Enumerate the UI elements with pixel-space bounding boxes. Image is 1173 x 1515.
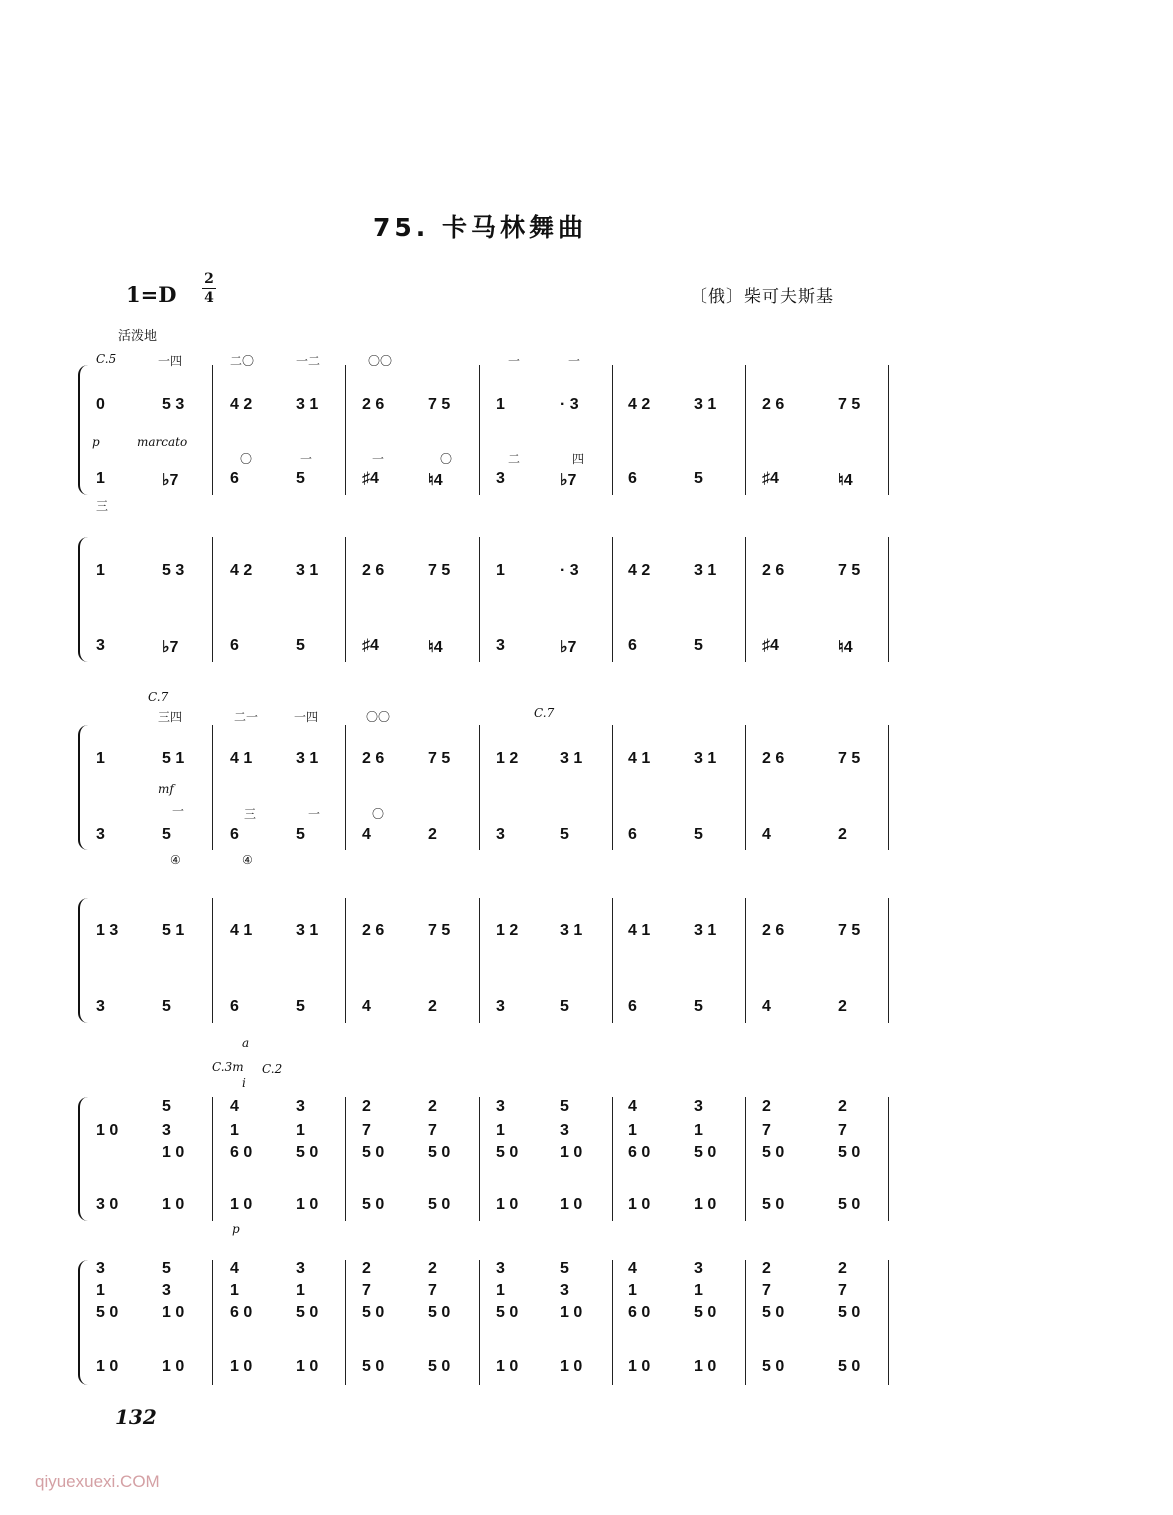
- note-upper: 4 1: [628, 922, 651, 939]
- annotation-mark: 一四: [294, 710, 319, 724]
- note-lower: 5: [560, 826, 569, 843]
- note-lower: 5: [296, 826, 305, 843]
- barline: [479, 537, 480, 662]
- barline: [479, 725, 480, 850]
- note-top2: 7: [762, 1282, 771, 1299]
- note-lower: ♮4: [428, 639, 443, 656]
- note-lower: ♯4: [362, 637, 379, 654]
- annotation-mark: C.7: [148, 690, 169, 704]
- note-top3: 5 0: [694, 1304, 717, 1321]
- barline: [345, 1097, 346, 1221]
- barline: [212, 898, 213, 1023]
- barline: [888, 537, 889, 662]
- system-brace: [78, 1260, 88, 1385]
- note-top3: 5 0: [838, 1144, 861, 1161]
- note-lower: 3: [96, 998, 105, 1015]
- annotation-mark: 一: [308, 807, 321, 821]
- note-top3: 5 0: [496, 1304, 519, 1321]
- annotation-mark: 一: [300, 452, 313, 466]
- note-lower: 5 0: [428, 1196, 451, 1213]
- note-top2: 7: [428, 1122, 437, 1139]
- note-upper: 2 6: [762, 562, 785, 579]
- note-upper: 1: [496, 396, 505, 413]
- note-lower: 6: [230, 826, 239, 843]
- note-lower: ♭7: [560, 472, 577, 489]
- note-upper: 7 5: [838, 750, 861, 767]
- note-lower: 5: [694, 470, 703, 487]
- note-top1: 2: [762, 1098, 771, 1115]
- annotation-mark: 一二: [296, 354, 321, 368]
- barline: [612, 898, 613, 1023]
- note-lower: 5: [296, 637, 305, 654]
- note-lower: ♯4: [762, 470, 779, 487]
- system-brace: [78, 537, 88, 662]
- annotation-mark: 〇: [372, 807, 385, 821]
- annotation-mark: marcato: [137, 435, 188, 449]
- note-upper: 4 1: [230, 922, 253, 939]
- annotation-mark: a: [242, 1036, 250, 1050]
- note-lower: 2: [428, 998, 437, 1015]
- note-lower: 1 0: [496, 1196, 519, 1213]
- note-top2: 1: [496, 1282, 505, 1299]
- note-top3: 5 0: [762, 1304, 785, 1321]
- barline: [479, 898, 480, 1023]
- composer: 〔俄〕柴可夫斯基: [690, 287, 834, 307]
- note-top2: 1: [230, 1282, 239, 1299]
- note-top3: 1 0: [560, 1304, 583, 1321]
- note-upper: 3 1: [694, 396, 717, 413]
- note-lower: 3: [496, 826, 505, 843]
- note-lower: 3 0: [96, 1196, 119, 1213]
- barline: [745, 1097, 746, 1221]
- barline: [612, 1097, 613, 1221]
- note-upper: 5 1: [162, 922, 185, 939]
- note-lower: 1: [96, 470, 105, 487]
- note-upper: 1 2: [496, 750, 519, 767]
- note-lower: 5: [694, 998, 703, 1015]
- note-top1: 5: [162, 1098, 171, 1115]
- note-lower: 5 0: [838, 1358, 861, 1375]
- note-upper: 1: [496, 562, 505, 579]
- note-top3: 1 0: [162, 1304, 185, 1321]
- system-brace: [78, 898, 88, 1023]
- note-upper: 7 5: [428, 396, 451, 413]
- note-upper: 7 5: [838, 396, 861, 413]
- annotation-mark: mf: [158, 782, 174, 796]
- note-upper: 2 6: [762, 922, 785, 939]
- note-top1: 3: [496, 1260, 505, 1277]
- note-lower: 3: [496, 470, 505, 487]
- note-upper: 7 5: [428, 750, 451, 767]
- note-top1: 3: [296, 1098, 305, 1115]
- note-top3: 5 0: [362, 1304, 385, 1321]
- note-top3: 5 0: [96, 1304, 119, 1321]
- note-lower: 5: [560, 998, 569, 1015]
- note-lower: ♭7: [560, 639, 577, 656]
- note-top1: 3: [496, 1098, 505, 1115]
- note-lower: 2: [838, 998, 847, 1015]
- note-top3: 5 0: [296, 1304, 319, 1321]
- note-top3: 5 0: [296, 1144, 319, 1161]
- note-lower: 6: [628, 998, 637, 1015]
- note-top1: 2: [838, 1260, 847, 1277]
- barline: [888, 1260, 889, 1385]
- note-lower: 2: [838, 826, 847, 843]
- note-top1: 2: [838, 1098, 847, 1115]
- barline: [888, 725, 889, 850]
- note-lower: 5 0: [762, 1358, 785, 1375]
- note-upper: 2 6: [362, 562, 385, 579]
- note-lower: 1 0: [694, 1196, 717, 1213]
- note-upper: 4 2: [628, 562, 651, 579]
- annotation-mark: C.3m: [212, 1060, 244, 1074]
- note-lower: 1 0: [230, 1196, 253, 1213]
- note-top1: 4: [628, 1260, 637, 1277]
- note-lower: 4: [362, 998, 371, 1015]
- note-top2: 7: [362, 1282, 371, 1299]
- note-lower: 1 0: [628, 1196, 651, 1213]
- note-upper: 4 2: [230, 562, 253, 579]
- note-upper: 7 5: [838, 562, 861, 579]
- annotation-mark: 二一: [234, 710, 259, 724]
- system-brace: [78, 725, 88, 850]
- barline: [212, 725, 213, 850]
- barline: [612, 537, 613, 662]
- annotation-mark: ④: [170, 853, 181, 867]
- note-top2: 1: [628, 1122, 637, 1139]
- note-lower: ♭7: [162, 639, 179, 656]
- annotation-mark: 一: [372, 452, 385, 466]
- barline: [745, 725, 746, 850]
- note-lower: 5: [296, 998, 305, 1015]
- note-lower: 5 0: [362, 1196, 385, 1213]
- note-lower: 6: [628, 826, 637, 843]
- annotation-mark: C.7: [534, 706, 555, 720]
- note-upper: 2 6: [762, 396, 785, 413]
- barline: [479, 1260, 480, 1385]
- note-lower: 1 0: [296, 1358, 319, 1375]
- note-upper: 3 1: [694, 922, 717, 939]
- note-lower: 5 0: [838, 1196, 861, 1213]
- annotation-mark: C.5: [96, 352, 117, 366]
- annotation-mark: 一: [172, 804, 185, 818]
- page-number: 132: [115, 1405, 157, 1429]
- note-upper: 0: [96, 396, 105, 413]
- note-lower: 4: [362, 826, 371, 843]
- note-upper: 1 3: [96, 922, 119, 939]
- note-top3: 6 0: [628, 1304, 651, 1321]
- time-signature-bottom: 4: [204, 290, 214, 306]
- note-upper: 4 2: [628, 396, 651, 413]
- note-top2: 7: [762, 1122, 771, 1139]
- barline: [745, 898, 746, 1023]
- note-lower: 6: [230, 998, 239, 1015]
- annotation-mark: 二〇: [230, 354, 255, 368]
- note-top1: 3: [694, 1260, 703, 1277]
- annotation-mark: 一: [568, 354, 581, 368]
- annotation-mark: p: [92, 435, 100, 449]
- barline: [888, 898, 889, 1023]
- note-upper: 3 1: [296, 750, 319, 767]
- annotation-mark: 二: [508, 452, 521, 466]
- annotation-mark: C.2: [262, 1062, 283, 1076]
- note-top2: 3: [560, 1122, 569, 1139]
- barline: [479, 1097, 480, 1221]
- note-lower: ♮4: [838, 639, 853, 656]
- note-lower: 1 0: [694, 1358, 717, 1375]
- barline: [345, 898, 346, 1023]
- barline: [612, 1260, 613, 1385]
- note-top2: 1: [96, 1282, 105, 1299]
- note-top2: 7: [362, 1122, 371, 1139]
- note-lower: 1 0: [162, 1196, 185, 1213]
- barline: [888, 1097, 889, 1221]
- note-lower: 5 0: [362, 1358, 385, 1375]
- note-upper: 5 3: [162, 396, 185, 413]
- note-top2: 3: [162, 1122, 171, 1139]
- barline: [212, 537, 213, 662]
- note-top1: 2: [362, 1098, 371, 1115]
- note-top2: 7: [838, 1122, 847, 1139]
- note-top2: 1 0: [96, 1122, 119, 1139]
- watermark: qiyuexuexi.COM: [35, 1472, 160, 1491]
- note-top1: 4: [628, 1098, 637, 1115]
- system-brace: [78, 365, 88, 495]
- note-lower: 1 0: [560, 1196, 583, 1213]
- note-top2: 3: [162, 1282, 171, 1299]
- note-upper: 1: [96, 750, 105, 767]
- note-lower: 2: [428, 826, 437, 843]
- note-top1: 2: [362, 1260, 371, 1277]
- barline: [345, 365, 346, 495]
- note-upper: · 3: [560, 396, 579, 413]
- note-lower: 1 0: [296, 1196, 319, 1213]
- barline: [212, 1260, 213, 1385]
- note-lower: 3: [496, 998, 505, 1015]
- note-top1: 3: [694, 1098, 703, 1115]
- note-lower: 1 0: [230, 1358, 253, 1375]
- note-upper: 2 6: [362, 750, 385, 767]
- note-upper: 3 1: [694, 750, 717, 767]
- barline: [612, 365, 613, 495]
- note-top3: 5 0: [694, 1144, 717, 1161]
- note-lower: 5: [694, 826, 703, 843]
- note-upper: 2 6: [362, 922, 385, 939]
- annotation-mark: ④: [242, 853, 253, 867]
- note-upper: 3 1: [560, 922, 583, 939]
- note-lower: 1 0: [162, 1358, 185, 1375]
- note-top2: 1: [496, 1122, 505, 1139]
- note-top1: 5: [560, 1260, 569, 1277]
- note-upper: 7 5: [428, 922, 451, 939]
- note-lower: 5 0: [762, 1196, 785, 1213]
- note-top3: 5 0: [362, 1144, 385, 1161]
- annotation-mark: i: [242, 1076, 246, 1090]
- annotation-mark: 一四: [158, 354, 183, 368]
- note-top2: 1: [628, 1282, 637, 1299]
- note-lower: 4: [762, 826, 771, 843]
- note-lower: 6: [230, 637, 239, 654]
- barline: [345, 1260, 346, 1385]
- barline: [345, 725, 346, 850]
- note-top2: 1: [296, 1122, 305, 1139]
- note-top1: 2: [428, 1098, 437, 1115]
- note-lower: 1 0: [496, 1358, 519, 1375]
- note-top1: 4: [230, 1260, 239, 1277]
- note-top1: 5: [560, 1098, 569, 1115]
- note-top3: 5 0: [838, 1304, 861, 1321]
- note-upper: 2 6: [762, 750, 785, 767]
- note-upper: 7 5: [428, 562, 451, 579]
- note-lower: 6: [628, 637, 637, 654]
- annotation-mark: 〇〇: [368, 354, 393, 368]
- piece-title: 75. 卡马林舞曲: [373, 213, 587, 242]
- note-lower: ♮4: [428, 472, 443, 489]
- note-top3: 1 0: [560, 1144, 583, 1161]
- note-lower: 5 0: [428, 1358, 451, 1375]
- tempo-marking: 活泼地: [118, 329, 158, 344]
- note-upper: 3 1: [694, 562, 717, 579]
- note-top3: 6 0: [628, 1144, 651, 1161]
- barline: [479, 365, 480, 495]
- annotation-mark: p: [232, 1222, 240, 1236]
- note-upper: 4 1: [628, 750, 651, 767]
- note-top2: 1: [694, 1282, 703, 1299]
- note-top3: 5 0: [428, 1304, 451, 1321]
- barline: [745, 365, 746, 495]
- annotation-mark: 〇〇: [366, 710, 391, 724]
- note-upper: 2 6: [362, 396, 385, 413]
- annotation-mark: 一: [508, 354, 521, 368]
- note-top3: 5 0: [496, 1144, 519, 1161]
- note-lower: 1 0: [560, 1358, 583, 1375]
- annotation-mark: 三: [244, 807, 257, 821]
- note-lower: ♯4: [362, 470, 379, 487]
- time-signature-top: 2: [204, 271, 214, 287]
- annotation-mark: 〇: [440, 452, 453, 466]
- note-top3: 6 0: [230, 1144, 253, 1161]
- note-top3: 5 0: [762, 1144, 785, 1161]
- note-top1: 2: [428, 1260, 437, 1277]
- note-top3: 1 0: [162, 1144, 185, 1161]
- note-lower: 1 0: [628, 1358, 651, 1375]
- barline: [888, 365, 889, 495]
- note-top1: 3: [296, 1260, 305, 1277]
- key-signature: 1=D: [126, 282, 177, 307]
- barline: [212, 365, 213, 495]
- note-lower: 3: [96, 637, 105, 654]
- note-top3: 5 0: [428, 1144, 451, 1161]
- note-upper: 3 1: [296, 396, 319, 413]
- note-lower: 4: [762, 998, 771, 1015]
- note-lower: 5: [162, 826, 171, 843]
- barline: [745, 537, 746, 662]
- annotation-mark: 四: [572, 452, 585, 466]
- note-upper: · 3: [560, 562, 579, 579]
- annotation-mark: 三: [96, 499, 109, 513]
- note-top1: 4: [230, 1098, 239, 1115]
- note-upper: 5 1: [162, 750, 185, 767]
- note-lower: 5: [694, 637, 703, 654]
- note-upper: 1: [96, 562, 105, 579]
- barline: [345, 537, 346, 662]
- note-upper: 5 3: [162, 562, 185, 579]
- note-top2: 1: [296, 1282, 305, 1299]
- note-lower: ♭7: [162, 472, 179, 489]
- note-lower: 1 0: [96, 1358, 119, 1375]
- note-lower: 6: [628, 470, 637, 487]
- note-lower: 3: [96, 826, 105, 843]
- system-brace: [78, 1097, 88, 1221]
- annotation-mark: 〇: [240, 452, 253, 466]
- note-upper: 1 2: [496, 922, 519, 939]
- note-upper: 4 1: [230, 750, 253, 767]
- note-top1: 2: [762, 1260, 771, 1277]
- note-top2: 7: [838, 1282, 847, 1299]
- note-top2: 1: [694, 1122, 703, 1139]
- note-top1: 3: [96, 1260, 105, 1277]
- barline: [612, 725, 613, 850]
- note-lower: 3: [496, 637, 505, 654]
- barline: [212, 1097, 213, 1221]
- note-lower: 6: [230, 470, 239, 487]
- note-upper: 4 2: [230, 396, 253, 413]
- note-lower: ♮4: [838, 472, 853, 489]
- note-lower: ♯4: [762, 637, 779, 654]
- note-lower: 5: [296, 470, 305, 487]
- note-top1: 5: [162, 1260, 171, 1277]
- note-top2: 3: [560, 1282, 569, 1299]
- annotation-mark: 三四: [158, 710, 183, 724]
- note-top2: 7: [428, 1282, 437, 1299]
- barline: [745, 1260, 746, 1385]
- note-top2: 1: [230, 1122, 239, 1139]
- note-top3: 6 0: [230, 1304, 253, 1321]
- note-upper: 3 1: [560, 750, 583, 767]
- note-lower: 5: [162, 998, 171, 1015]
- note-upper: 3 1: [296, 562, 319, 579]
- note-upper: 7 5: [838, 922, 861, 939]
- note-upper: 3 1: [296, 922, 319, 939]
